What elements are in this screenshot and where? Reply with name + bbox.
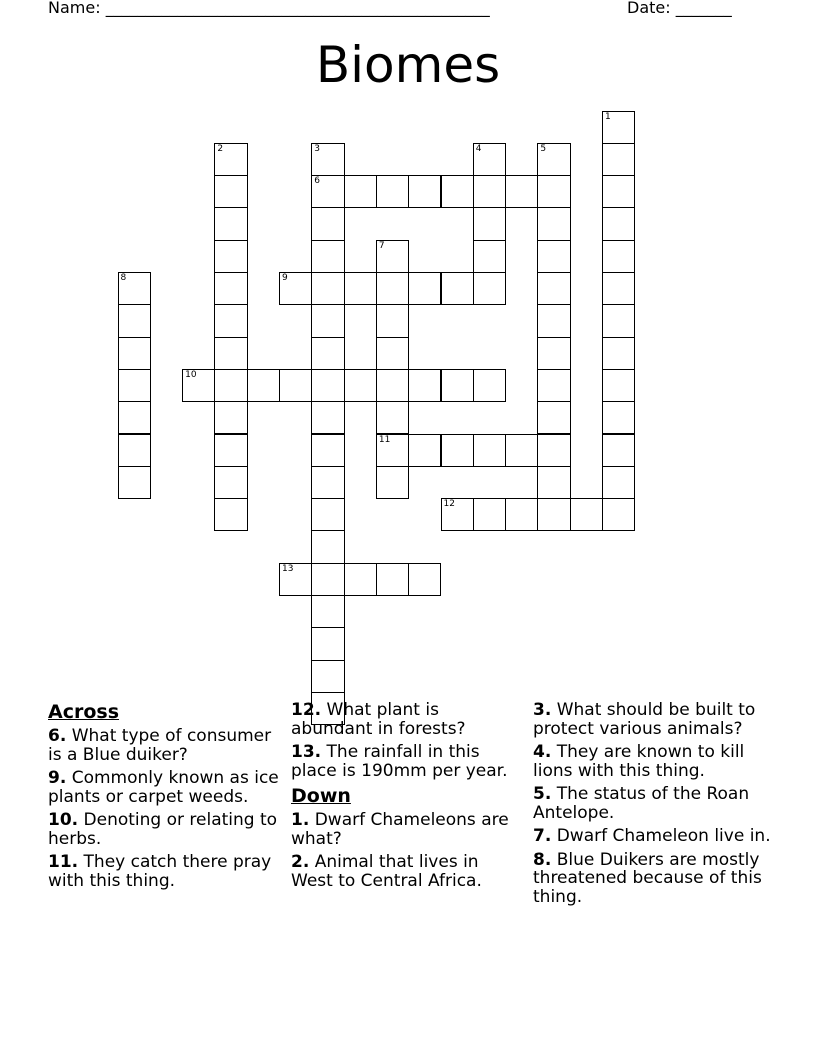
- clue-number: 5: [540, 143, 547, 154]
- clue-across-13: 13. The rainfall in this place is 190mm per year.: [291, 742, 508, 781]
- crossword-cell[interactable]: [214, 369, 247, 402]
- crossword-cell[interactable]: [376, 304, 409, 337]
- clue-across-10: 10. Denoting or relating to herbs.: [48, 810, 278, 849]
- crossword-cell[interactable]: [344, 369, 377, 402]
- crossword-cell[interactable]: [570, 498, 603, 531]
- crossword-cell[interactable]: [441, 175, 474, 208]
- crossword-cell[interactable]: [311, 272, 344, 305]
- crossword-cell[interactable]: [602, 369, 635, 402]
- crossword-cell[interactable]: [602, 337, 635, 370]
- crossword-cell[interactable]: [602, 143, 635, 176]
- crossword-cell[interactable]: [602, 304, 635, 337]
- clue-down-1: 1. Dwarf Chameleons are what?: [291, 810, 509, 849]
- crossword-cell[interactable]: [537, 369, 570, 402]
- crossword-cell[interactable]: [118, 434, 151, 467]
- clue-number: 10: [185, 369, 197, 380]
- clue-number: 8: [120, 273, 127, 283]
- crossword-cell[interactable]: [118, 369, 151, 402]
- crossword-cell[interactable]: [344, 272, 377, 305]
- crossword-cell[interactable]: [602, 272, 635, 305]
- clue-number: 1: [605, 111, 611, 122]
- crossword-cell[interactable]: [602, 466, 635, 499]
- clue-number: 6: [314, 176, 321, 187]
- crossword-cell[interactable]: [311, 466, 344, 499]
- crossword-cell[interactable]: [473, 369, 506, 402]
- crossword-cell[interactable]: [408, 563, 441, 596]
- crossword-cell[interactable]: [537, 434, 570, 467]
- crossword-cell[interactable]: [441, 272, 474, 305]
- crossword-cell[interactable]: [473, 272, 506, 305]
- crossword-cell[interactable]: [311, 240, 344, 273]
- clue-down-5: 5. The status of the Roan Antelope.: [533, 784, 750, 823]
- crossword-cell[interactable]: [537, 498, 570, 531]
- crossword-cell[interactable]: [473, 207, 506, 240]
- crossword-cell[interactable]: [376, 401, 409, 434]
- crossword-cell[interactable]: [214, 240, 247, 273]
- crossword-cell[interactable]: [376, 369, 409, 402]
- crossword-cell[interactable]: [214, 498, 247, 531]
- crossword-cell[interactable]: [473, 240, 506, 273]
- crossword-cell[interactable]: [473, 175, 506, 208]
- clue-number: 13: [282, 563, 294, 574]
- crossword-cell[interactable]: [473, 434, 506, 467]
- crossword-cell[interactable]: [311, 563, 344, 596]
- crossword-cell[interactable]: [247, 369, 280, 402]
- clue-number: 11: [378, 434, 391, 445]
- crossword-cell[interactable]: [214, 337, 247, 370]
- crossword-cell[interactable]: [505, 498, 538, 531]
- crossword-cell[interactable]: [537, 207, 570, 240]
- crossword-cell[interactable]: [279, 272, 312, 305]
- crossword-cell[interactable]: [408, 434, 441, 467]
- crossword-cell[interactable]: [214, 434, 247, 467]
- crossword-cell[interactable]: [214, 304, 247, 337]
- crossword-cell[interactable]: [182, 369, 215, 402]
- name-line: ________________________________________________: [105, 0, 490, 17]
- crossword-cell[interactable]: [376, 434, 409, 467]
- crossword-cell[interactable]: [344, 563, 377, 596]
- crossword-cell[interactable]: [311, 401, 344, 434]
- crossword-cell[interactable]: [279, 369, 312, 402]
- crossword-cell[interactable]: [376, 563, 409, 596]
- crossword-cell[interactable]: [537, 466, 570, 499]
- crossword-cell[interactable]: [311, 530, 344, 563]
- crossword-cell[interactable]: [441, 369, 474, 402]
- clue-down-4: 4. They are known to kill lions with this thing.: [533, 742, 745, 781]
- crossword-cell[interactable]: [602, 207, 635, 240]
- crossword-cell[interactable]: [311, 627, 344, 660]
- crossword-cell[interactable]: [214, 272, 247, 305]
- clue-number: 2: [217, 143, 224, 154]
- crossword-cell[interactable]: [214, 175, 247, 208]
- crossword-cell[interactable]: [602, 434, 635, 467]
- crossword-cell[interactable]: [311, 304, 344, 337]
- crossword-cell[interactable]: [311, 498, 344, 531]
- clue-across-6: 6. What type of consumer is a Blue duiker?: [48, 726, 272, 765]
- name-label: Name:: [48, 0, 101, 17]
- crossword-cell[interactable]: [473, 498, 506, 531]
- crossword-cell[interactable]: [311, 369, 344, 402]
- crossword-cell[interactable]: [505, 434, 538, 467]
- crossword-cell[interactable]: [214, 401, 247, 434]
- crossword-cell[interactable]: [214, 466, 247, 499]
- crossword-cell[interactable]: [311, 337, 344, 370]
- crossword-cell[interactable]: [505, 175, 538, 208]
- clue-number: 4: [475, 143, 482, 154]
- crossword-cell[interactable]: [537, 272, 570, 305]
- crossword-cell[interactable]: [118, 337, 151, 370]
- crossword-cell[interactable]: [214, 207, 247, 240]
- crossword-cell[interactable]: [537, 175, 570, 208]
- crossword-cell[interactable]: [473, 143, 506, 176]
- clue-number: 9: [282, 273, 288, 283]
- crossword-cell[interactable]: [118, 272, 151, 305]
- crossword-cell[interactable]: [602, 401, 635, 434]
- crossword-cell[interactable]: [118, 304, 151, 337]
- crossword-cell[interactable]: [376, 272, 409, 305]
- crossword-cell[interactable]: [537, 143, 570, 176]
- crossword-cell[interactable]: [537, 304, 570, 337]
- crossword-cell[interactable]: [311, 595, 344, 628]
- crossword-cell[interactable]: [279, 563, 312, 596]
- crossword-cell[interactable]: [537, 337, 570, 370]
- clue-down-3: 3. What should be built to protect various animals?: [533, 700, 756, 739]
- clue-number: 3: [314, 143, 321, 154]
- date-line: _______: [675, 0, 732, 17]
- crossword-cell[interactable]: [602, 111, 635, 144]
- clue-down-8: 8. Blue Duikers are mostly threatened because of this thing.: [533, 849, 762, 907]
- crossword-cell[interactable]: [602, 240, 635, 273]
- crossword-cell[interactable]: [602, 498, 635, 531]
- crossword-cell[interactable]: [376, 466, 409, 499]
- clue-number: 12: [443, 499, 455, 510]
- crossword-cell[interactable]: [214, 143, 247, 176]
- crossword-cell[interactable]: [376, 240, 409, 273]
- crossword-cell[interactable]: [376, 175, 409, 208]
- clues-column-2: [291, 701, 516, 895]
- clues-column-3: [533, 701, 773, 911]
- clue-across-9: 9. Commonly known as ice plants or carpet weeds.: [48, 768, 279, 807]
- crossword-cell[interactable]: [311, 175, 344, 208]
- across-heading: Across: [48, 701, 120, 723]
- crossword-cell[interactable]: [537, 401, 570, 434]
- crossword-cell[interactable]: [311, 143, 344, 176]
- clue-number: 7: [378, 240, 385, 251]
- clue-across-12: 12. What plant is abundant in forests?: [291, 700, 466, 739]
- crossword-cell[interactable]: [376, 337, 409, 370]
- clue-across-11: 11. They catch there pray with this thing.: [48, 852, 272, 891]
- crossword-cell[interactable]: [408, 369, 441, 402]
- crossword-cell[interactable]: [408, 272, 441, 305]
- crossword-cell[interactable]: [311, 660, 344, 693]
- crossword-cell[interactable]: [441, 498, 474, 531]
- crossword-cell[interactable]: [311, 434, 344, 467]
- crossword-cell[interactable]: [537, 240, 570, 273]
- crossword-cell[interactable]: [118, 401, 151, 434]
- clue-down-2: 2. Animal that lives in West to Central Africa.: [291, 852, 482, 891]
- crossword-cell[interactable]: [344, 175, 377, 208]
- clue-down-7: 7. Dwarf Chameleon live in.: [533, 826, 771, 846]
- crossword-cell[interactable]: [311, 207, 344, 240]
- crossword-cell[interactable]: [408, 175, 441, 208]
- down-heading: Down: [291, 785, 351, 807]
- crossword-cell[interactable]: [602, 175, 635, 208]
- clues-column-1: [48, 701, 288, 895]
- date-label: Date:: [627, 0, 671, 17]
- crossword-cell[interactable]: [118, 466, 151, 499]
- page-title: Biomes: [315, 36, 501, 94]
- crossword-cell[interactable]: [441, 434, 474, 467]
